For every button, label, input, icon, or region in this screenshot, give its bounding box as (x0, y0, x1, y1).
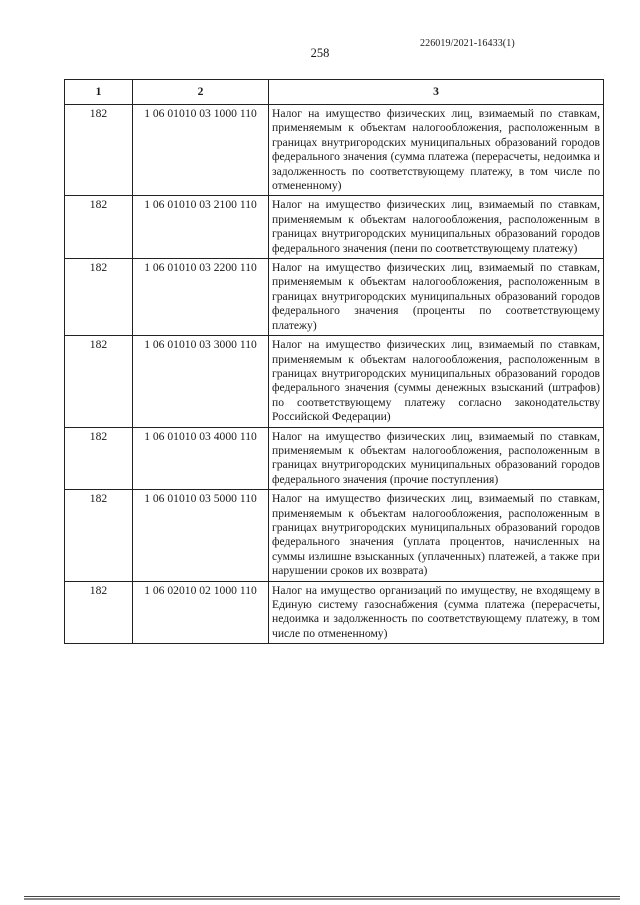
column-header-2: 2 (133, 80, 269, 105)
kbk-cell: 1 06 01010 03 3000 110 (133, 336, 269, 427)
table-row (65, 259, 604, 336)
kbk-cell: 1 06 01010 03 4000 110 (133, 427, 269, 490)
description-cell: Налог на имущество физических лиц, взимаемый по ставкам, применяемым к объектам налогообложения, расположенным в границах внутригородских муниципальных образований городов федерального значения (пени по соответствующему платежу) (269, 196, 604, 259)
table-row (65, 581, 604, 644)
admin-code-cell: 182 (65, 196, 133, 259)
description-cell: Налог на имущество физических лиц, взимаемый по ставкам, применяемым к объектам налогообложения, расположенным в границах внутригородских муниципальных образований городов федерального значения (сумма платежа (перерасчеты, недоимка и задолженность по соответствующему платежу, в том числе по отмененному) (269, 105, 604, 196)
table-row (65, 336, 604, 427)
table-header-row (65, 80, 604, 105)
table-row (65, 490, 604, 581)
page-bottom-rule (24, 896, 620, 897)
description-cell: Налог на имущество физических лиц, взимаемый по ставкам, применяемым к объектам налогообложения, расположенным в границах внутригородских муниципальных образований городов федерального значения (проценты по соответствующему платежу) (269, 259, 604, 336)
kbk-cell: 1 06 01010 03 2200 110 (133, 259, 269, 336)
description-cell: Налог на имущество физических лиц, взимаемый по ставкам, применяемым к объектам налогообложения, расположенным в границах внутригородских муниципальных образований городов федерального значения (прочие поступления) (269, 427, 604, 490)
kbk-cell: 1 06 01010 03 1000 110 (133, 105, 269, 196)
admin-code-cell: 182 (65, 490, 133, 581)
admin-code-cell: 182 (65, 581, 133, 644)
table-row (65, 105, 604, 196)
description-cell: Налог на имущество физических лиц, взимаемый по ставкам, применяемым к объектам налогообложения, расположенным в границах внутригородских муниципальных образований городов федерального значения (суммы денежных взысканий (штрафов) по соответствующему платежу согласно законодательству Российской Федерации) (269, 336, 604, 427)
admin-code-cell: 182 (65, 336, 133, 427)
kbk-cell: 1 06 02010 02 1000 110 (133, 581, 269, 644)
description-cell: Налог на имущество физических лиц, взимаемый по ставкам, применяемым к объектам налогообложения, расположенным в границах внутригородских муниципальных образований городов федерального значения (уплата процентов, начисленных на суммы излишне взысканных (уплаченных) платежей, а также при нарушении сроков их возврата) (269, 490, 604, 581)
admin-code-cell: 182 (65, 427, 133, 490)
column-header-1: 1 (65, 80, 133, 105)
table-row (65, 196, 604, 259)
page-bottom-rule-shadow (24, 898, 620, 900)
budget-codes-table (64, 79, 604, 644)
admin-code-cell: 182 (65, 259, 133, 336)
kbk-cell: 1 06 01010 03 2100 110 (133, 196, 269, 259)
kbk-cell: 1 06 01010 03 5000 110 (133, 490, 269, 581)
page-number: 258 (310, 46, 330, 60)
table-row (65, 427, 604, 490)
description-cell: Налог на имущество организаций по имуществу, не входящему в Единую систему газоснабжения (сумма платежа (перерасчеты, недоимка и задолженность по соответствующему платежу, в том числе по отмененному) (269, 581, 604, 644)
admin-code-cell: 182 (65, 105, 133, 196)
document-id: 226019/2021-16433(1) (420, 38, 515, 49)
column-header-3: 3 (269, 80, 604, 105)
